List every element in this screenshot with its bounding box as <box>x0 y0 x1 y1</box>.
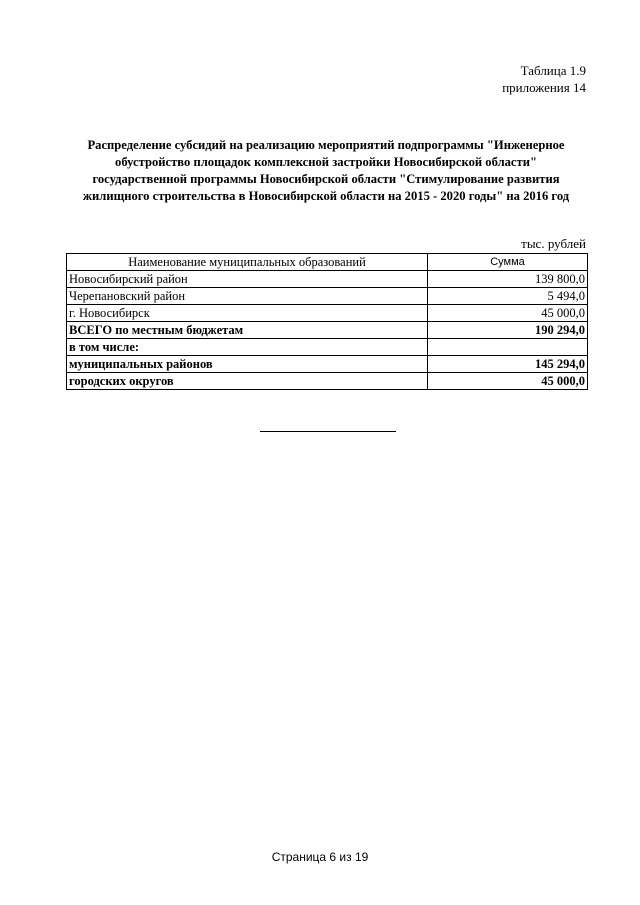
row-sum <box>428 339 588 356</box>
row-name: Черепановский район <box>67 288 428 305</box>
total-row <box>67 322 588 339</box>
table-row <box>67 288 588 305</box>
separator-line <box>260 431 396 432</box>
subtotal-row <box>67 373 588 390</box>
document-title <box>60 137 592 205</box>
title-line-1: Распределение субсидий на реализацию мероприятий подпрограммы "Инженерное <box>87 138 565 152</box>
row-sum: 45 000,0 <box>428 373 588 390</box>
table-header-row <box>67 254 588 271</box>
row-sum: 139 800,0 <box>428 271 588 288</box>
row-name: в том числе: <box>67 339 428 356</box>
subsidies-table <box>66 253 588 390</box>
units-label: тыс. рублей <box>521 236 586 251</box>
table-number: Таблица 1.9 <box>520 63 586 78</box>
table-row <box>67 271 588 288</box>
table-reference <box>502 62 586 96</box>
page-number: Страница 6 из 19 <box>271 850 369 864</box>
row-sum: 45 000,0 <box>428 305 588 322</box>
row-name: Новосибирский район <box>67 271 428 288</box>
row-name: г. Новосибирск <box>67 305 428 322</box>
row-sum: 190 294,0 <box>428 322 588 339</box>
title-line-3: государственной программы Новосибирской области "Стимулирование развития <box>92 172 560 186</box>
row-name: городских округов <box>67 373 428 390</box>
table-row <box>67 305 588 322</box>
including-row <box>67 339 588 356</box>
title-line-4: жилищного строительства в Новосибирской области на 2015 - 2020 годы" на 2016 год <box>82 189 570 203</box>
row-name: муниципальных районов <box>67 356 428 373</box>
row-name: ВСЕГО по местным бюджетам <box>67 322 428 339</box>
title-line-2: обустройство площадок комплексной застройки Новосибирской области" <box>115 155 537 169</box>
subtotal-row <box>67 356 588 373</box>
header-sum: Сумма <box>428 254 588 271</box>
appendix-number: приложения 14 <box>502 80 586 95</box>
row-sum: 145 294,0 <box>428 356 588 373</box>
row-sum: 5 494,0 <box>428 288 588 305</box>
header-municipality: Наименование муниципальных образований <box>67 254 428 271</box>
